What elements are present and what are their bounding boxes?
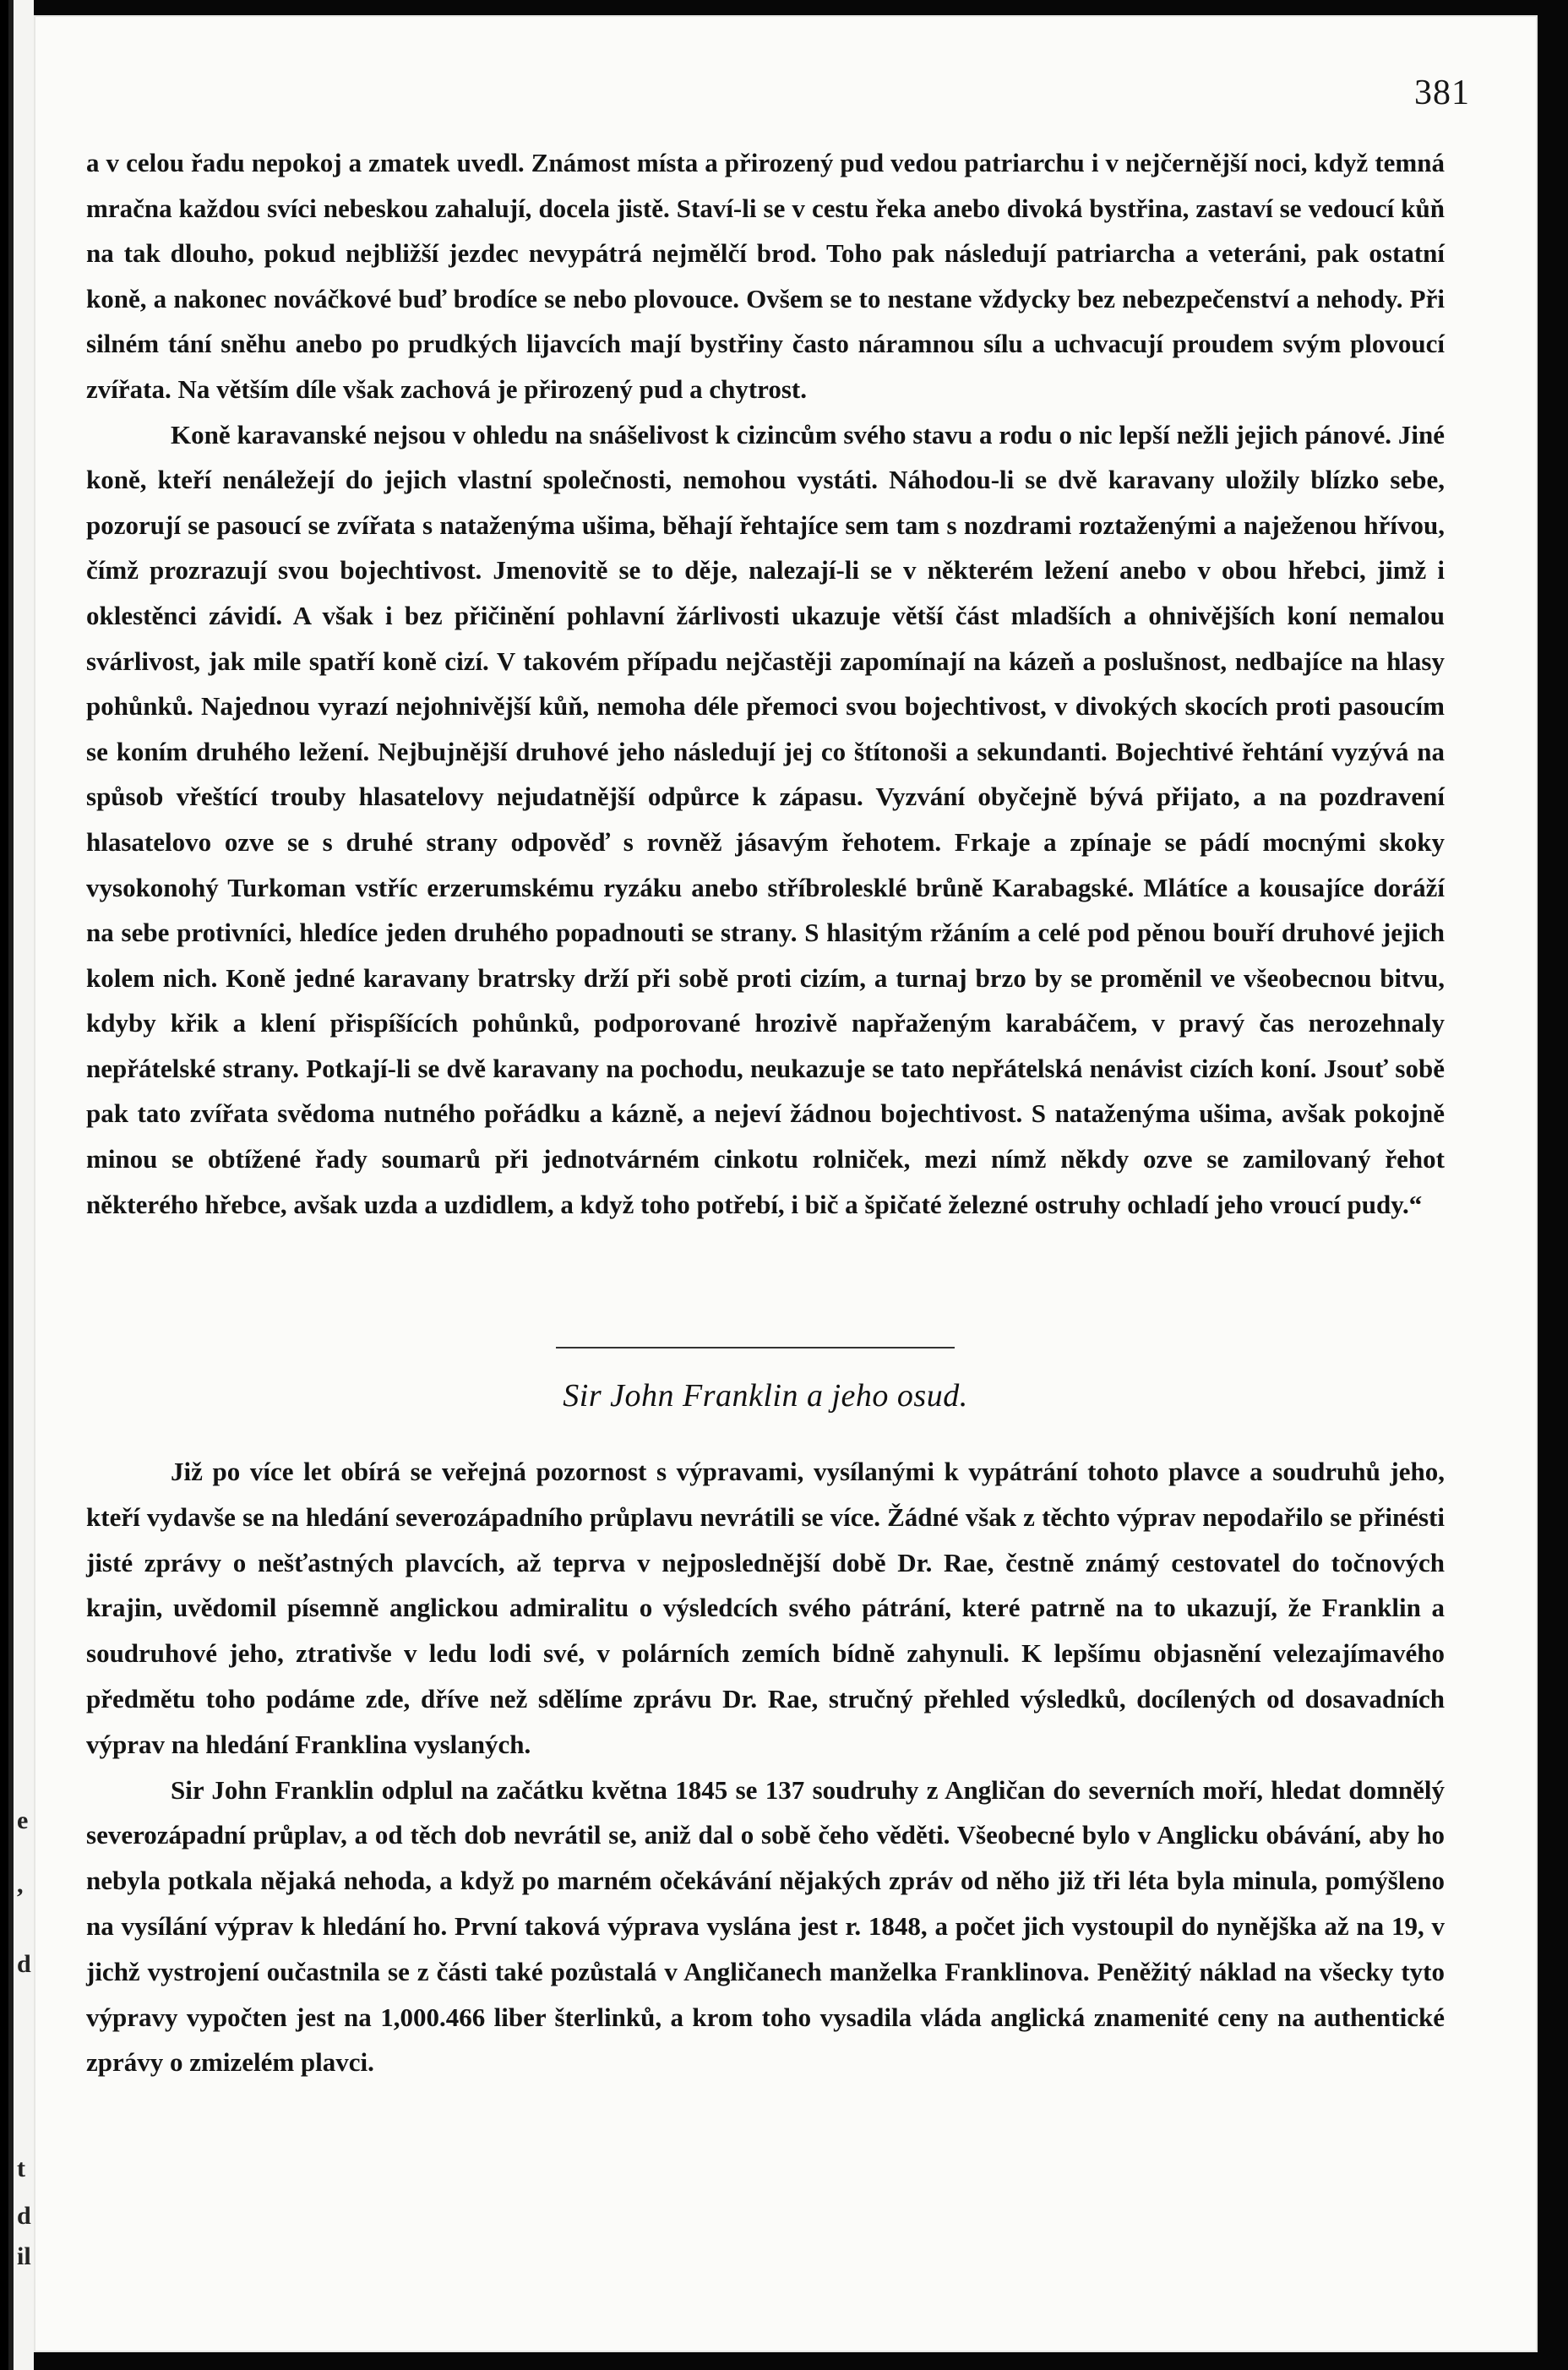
paragraph: Již po více let obírá se veřejná pozornost s výpravami, vysílanými k vypátrání tohoto plavce a soudruhů jeho, kteří vydavše se na hledání severozápadního průplavu nevrátili se více. Žádné však z těchto výprav nepodařilo se přinésti jisté zprávy o nešťastných plavcích, až teprva v nejposlednější době Dr. Rae, čestně známý cestovatel do točnových krajin, uvědomil písemně anglickou admiralitu o výsledcích svého pátrání, které patrně na to ukazují, že Franklin a soudruhové jeho, ztrativše v ledu lodi své, v polárních zemích bídně zahynuli. K lepšímu objasnění velezajímavého předmětu toho podáme zde, dříve než sdělíme zprávu Dr. Rae, stručný přehled výsledků, docílených od dosavadních výprav na hledání Franklina vyslaných.	[86, 1457, 1445, 1759]
edge-letter: ,	[17, 1871, 24, 1899]
section-divider	[556, 1347, 955, 1348]
article-text	[86, 1449, 1445, 2085]
edge-letter: e	[17, 1806, 29, 1834]
paragraph: a v celou řadu nepokoj a zmatek uvedl. Známost místa a přirozený pud vedou patriarchu i v nejčernější noci, když temná mračna každou svíci nebeskou zahalují, docela jistě. Staví-li se v cestu řeka anebo divoká bystřina, zastaví se vedoucí kůň na tak dlouho, pokud nejbližší jezdec nevypátrá nejmělčí brod. Toho pak následují patriarcha a veteráni, pak ostatní koně, a nakonec nováčkové buď brodíce se nebo plovouce. Ovšem se to nestane vždycky bez nebezpečenství a nehody. Při silném tání sněhu anebo po prudkých lijavcích mají bystřiny často náramnou sílu a uchvacují proudem svým plovoucí zvířata. Na větším díle však zachová je přirozený pud a chytrost.	[86, 148, 1445, 404]
article-title: Sir John Franklin a jeho osud.	[563, 1378, 968, 1414]
edge-letter: t	[17, 2155, 25, 2182]
page-number: 381	[1414, 74, 1470, 112]
edge-letter: d	[17, 2202, 31, 2230]
paragraph: Koně karavanské nejsou v ohledu na snášelivost k cizincům svého stavu a rodu o nic lepší nežli jejich pánové. Jiné koně, kteří nenáležejí do jejich vlastní společnosti, nemohou vystáti. Náhodou-li se dvě karavany uložily blízko sebe, pozorují se pasoucí se zvířata s nataženýma ušima, běhají řehtajíce sem tam s nozdrami roztaženými a naježenou hřívou, čímž prozrazují svou bojechtivost. Jmenovitě se to děje, nalezají-li se v některém ležení anebo v obou hřebci, jimž i oklestěnci závidí. A však i bez přičinění pohlavní žárlivosti ukazuje větší část mladších a ohnivějších koní nemalou svárlivost, jak mile spatří koně cizí. V takovém případu nejčastěji zapomínají na kázeň a poslušnost, nedbajíce na hlasy pohůnků. Najednou vyrazí nejohnivější kůň, nemoha déle přemoci svou bojechtivost, v divokých skocích proti pasoucím se koním druhého ležení. Nejbujnější druhové jeho následují jej co štítonoši a sekundanti. Bojechtivé řehtání vyzývá na spůsob vřeštící trouby hlasatelovy nejudatnější odpůrce k zápasu. Vyzvání obyčejně bývá přijato, a na pozdravení hlasatelovo ozve se s druhé strany odpověď s rovněž jásavým řehotem. Frkaje a zpínaje se pádí mocnými skoky vysokonohý Turkoman vstříc erzerumskému ryzáku anebo stříbrolesklé brůně Karabagské. Mlátíce a kousajíce doráží na sebe protivníci, hledíce jeden druhého popadnouti se strany. S hlasitým ržáním a celé pod pěnou bouří druhové jejich kolem nich. Koně jedné karavany bratrsky drží při sobě proti cizím, a turnaj brzo by se proměnil ve všeobecnou bitvu, kdyby křik a klení přispíšících pohůnků, podporované hrozivě napřaženým karabáčem, v pravý čas nerozehnaly nepřátelské strany. Potkají-li se dvě karavany na pochodu, neukazuje se tato nepřátelská nenávist cizích koní. Jsouť sobě pak tato zvířata svědoma nutného pořádku a kázně, a nejeví žádnou bojechtivost. S nataženýma ušima, avšak pokojně minou se obtížené řady soumarů při jednotvárném cinkotu rolniček, mezi nímž někdy ozve se zamilovaný řehot některého hřebce, avšak uzda a uzdidlem, a když toho potřebí, i bič a špičaté železné ostruhy ochladí jeho vroucí pudy.“	[86, 419, 1445, 1219]
paragraph: Sir John Franklin odplul na začátku května 1845 se 137 soudruhy z Angličan do severních moří, hledat domnělý severozápadní průplav, a od těch dob nevrátil se, aniž dal o sobě čeho věděti. Všeobecné bylo v Anglicku obávání, aby ho nebyla potkala nějaká nehoda, a když po marném očekávání nějakých zpráv od něho již tři léta byla minula, pomýšleno na vysílání výprav k hledání ho. První taková výprava vyslána jest r. 1848, a počet jich vystoupil do nynějška až na 19, v jichž vystrojení oučastnila se z části také pozůstalá v Angličanech manželka Franklinova. Peněžitý náklad na všecky tyto výpravy vypočten jest na 1,000.466 liber šterlinků, a krom toho vysadila vláda anglická znamenité ceny na authentické zprávy o zmizelém plavci.	[86, 1774, 1445, 2078]
continued-text	[86, 140, 1445, 1227]
page	[34, 15, 1538, 2352]
edge-letter: il	[17, 2242, 31, 2270]
edge-letter: d	[17, 1950, 31, 1978]
scan-left-edge	[0, 0, 34, 2370]
